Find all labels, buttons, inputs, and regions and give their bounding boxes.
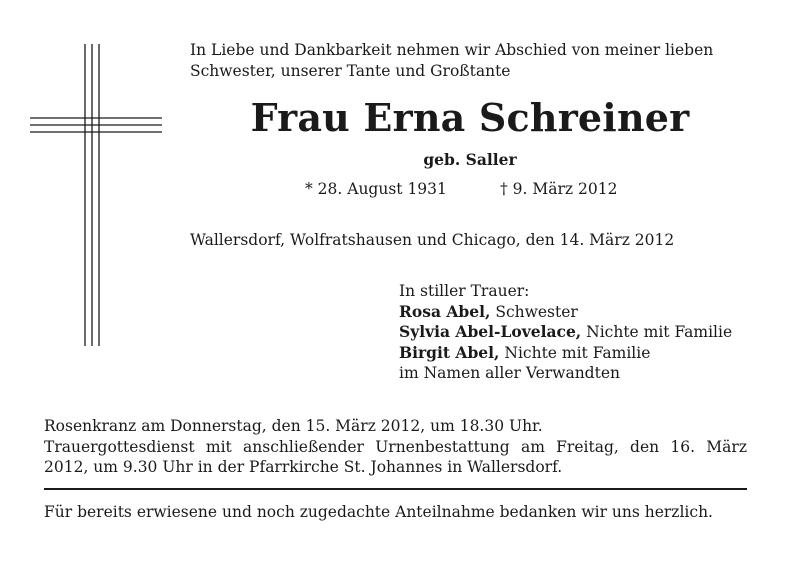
funeral-service-line-cont: 2012, um 9.30 Uhr in der Pfarrkirche St. Johannes in Wallersdorf. [44,458,563,476]
rosary-line: Rosenkranz am Donnerstag, den 15. März 2012, um 18.30 Uhr. [44,417,543,435]
intro-line-2: Schwester, unserer Tante und Großtante [190,62,511,80]
divider-rule [44,488,747,490]
intro-line-1: In Liebe und Dankbarkeit nehmen wir Abschied von meiner lieben [190,41,714,59]
mourner-relation: Nichte mit Familie [581,323,733,341]
birth-date: * 28. August 1931 [305,180,447,198]
mourners-block [399,281,759,384]
deceased-name: Frau Erna Schreiner [250,95,690,140]
mourners-closing: im Namen aller Verwandten [399,364,620,382]
death-date: † 9. März 2012 [500,180,618,198]
mourner-relation: Nichte mit Familie [499,343,651,362]
maiden-name: geb. Saller [423,150,517,169]
mourner-name: Rosa Abel, [399,301,491,321]
funeral-service-line: Trauergottesdienst mit anschließender Urnenbestattung am Freitag, den 16. März [44,437,747,456]
service-info [44,416,747,478]
mourner-row [399,322,759,343]
intro-text [190,40,765,82]
place-date: Wallersdorf, Wolfratshausen und Chicago, den 14. März 2012 [190,231,675,249]
mourner-name: Birgit Abel, [399,342,500,362]
thanks-text: Für bereits erwiesene und noch zugedachte Anteilnahme bedanken wir uns herzlich. [44,503,713,521]
mourner-relation: Schwester [490,302,578,321]
mourning-heading: In stiller Trauer: [399,282,530,300]
cross-icon [30,44,162,346]
mourner-row [399,302,759,323]
mourner-name: Sylvia Abel-Lovelace, [399,322,582,341]
mourner-row [399,343,759,364]
